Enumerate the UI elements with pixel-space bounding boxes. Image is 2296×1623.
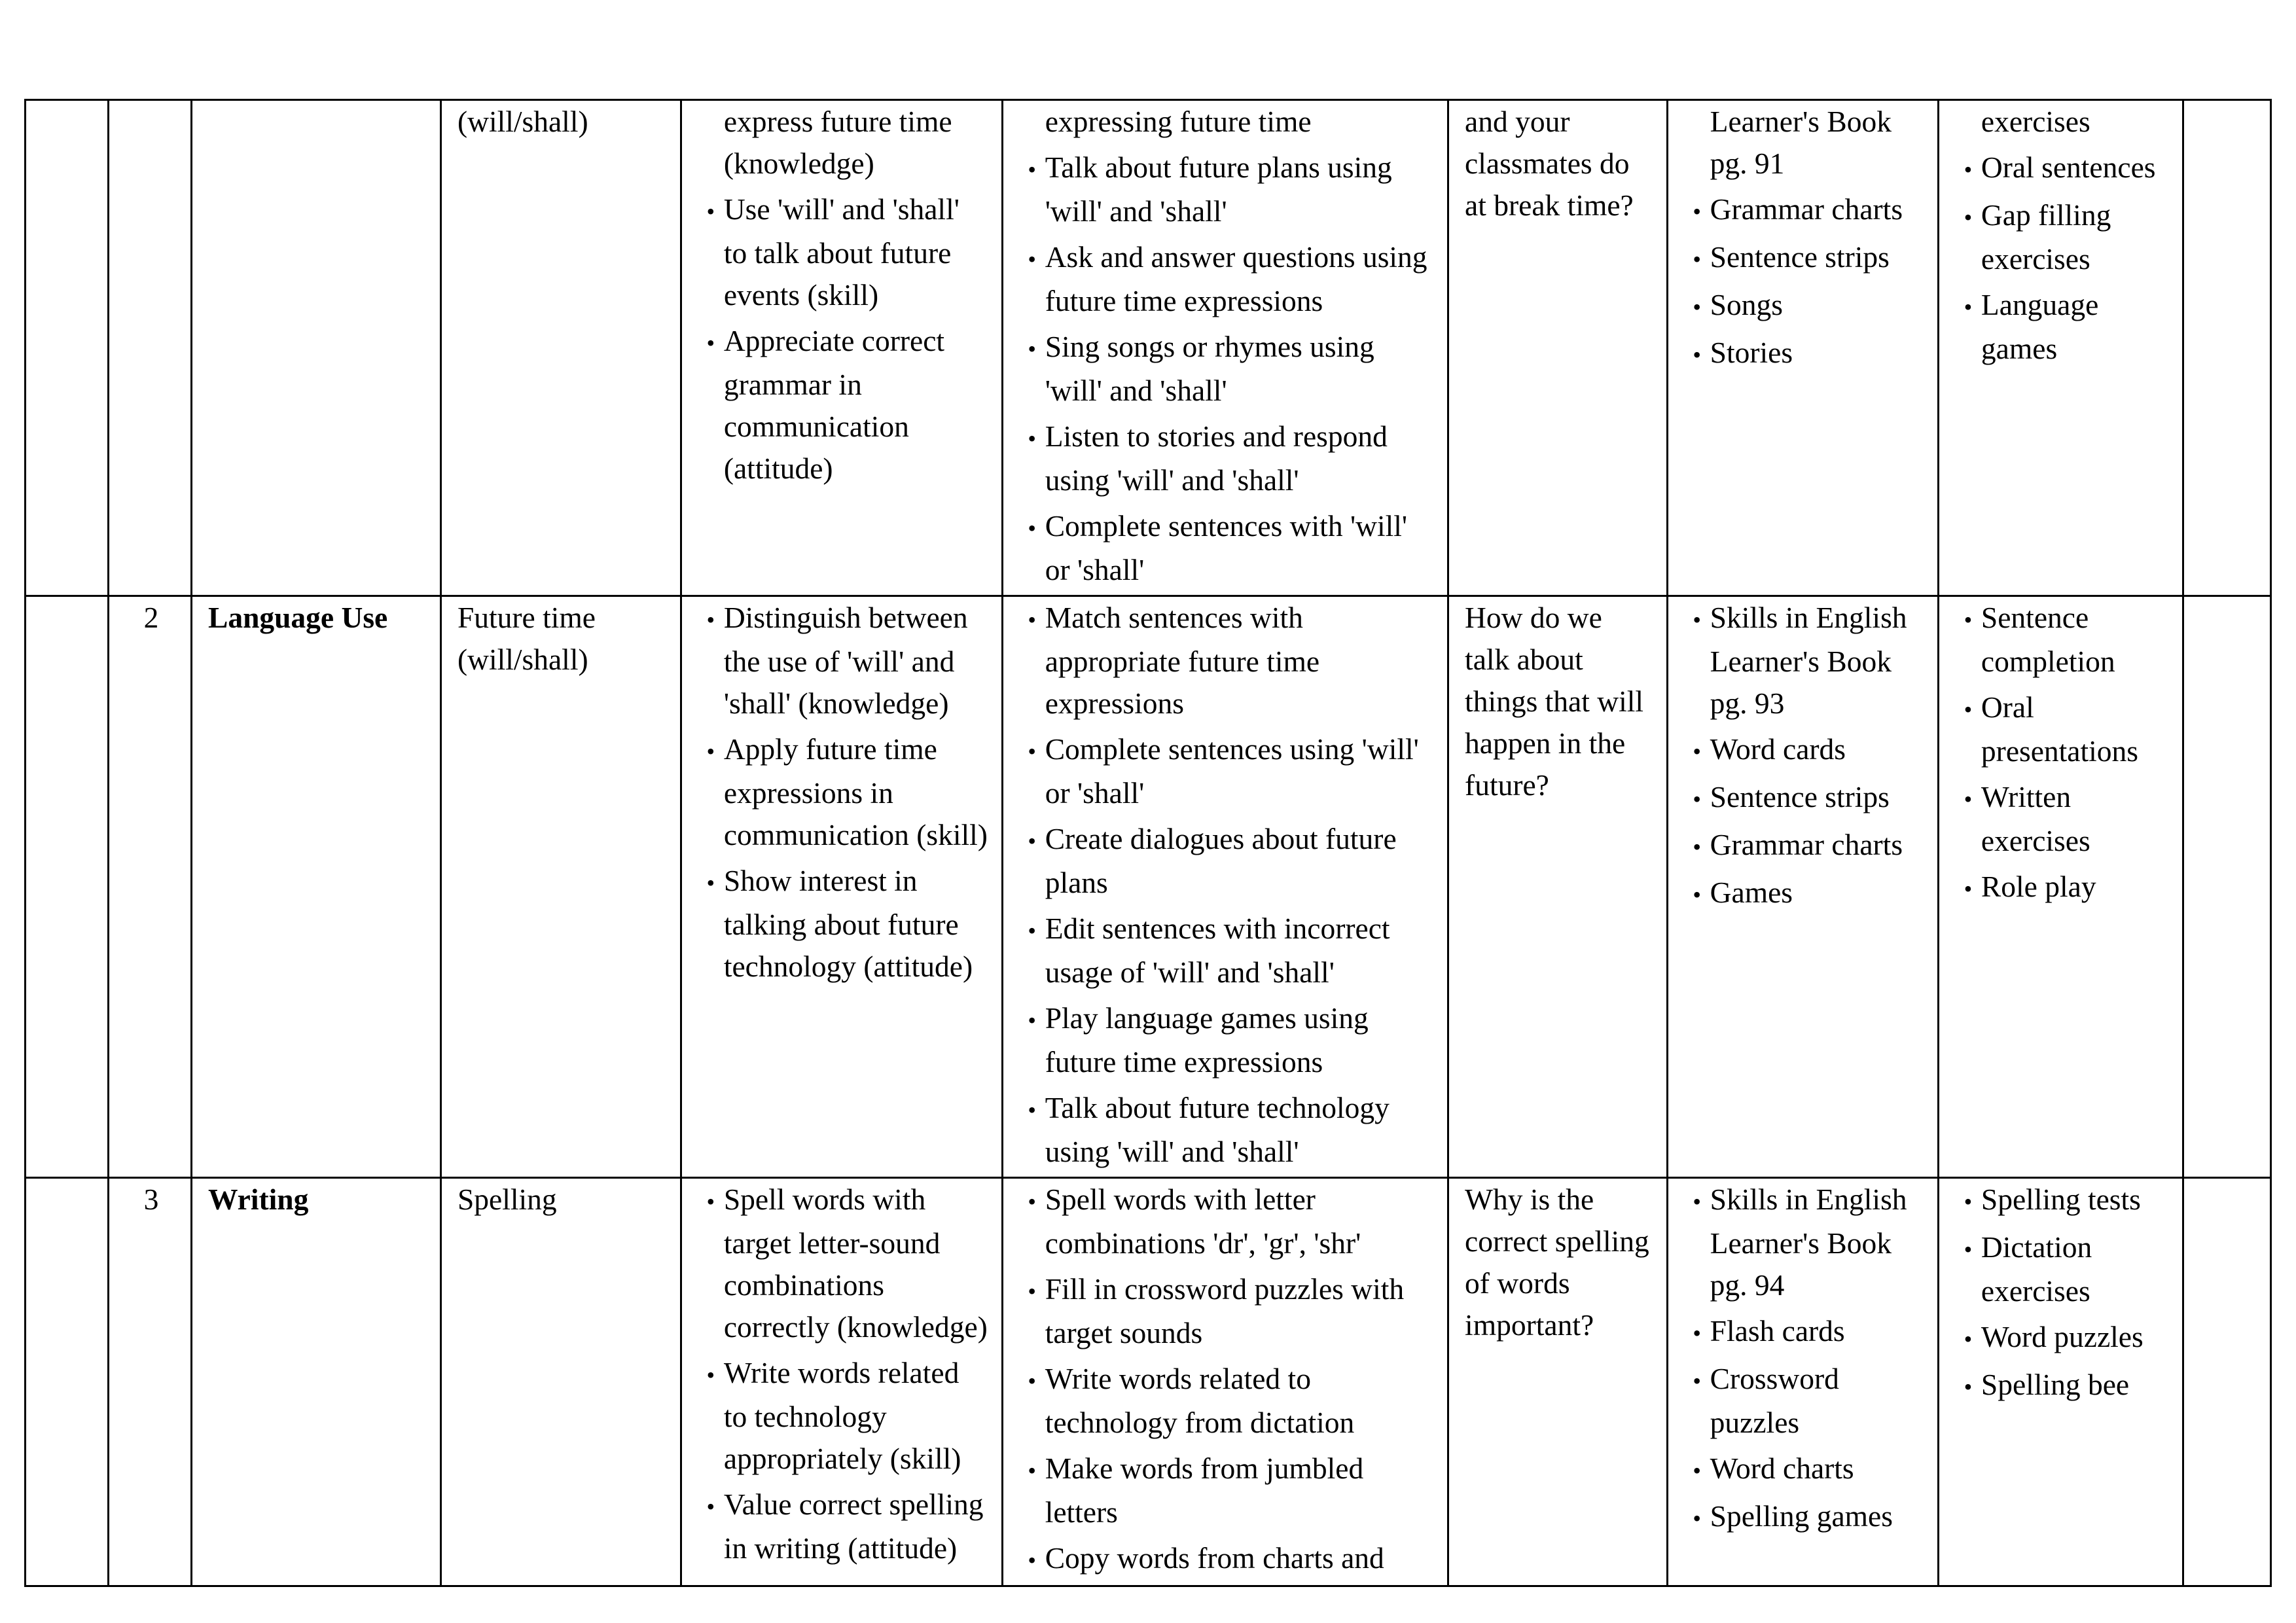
assessment-cell [1938,100,2183,596]
list-item: • Complete sentences with 'will' or 'shall' [1019,505,1434,591]
list-item: • Oral presentations [1955,687,2169,772]
week-cell [26,1178,109,1586]
list-item: expressing future time [1045,105,1312,138]
list-item: • Grammar charts [1684,188,1924,232]
list-item: • Sentence completion [1955,597,2169,683]
list-item: • Write words related to technology from dictation [1019,1358,1434,1444]
list-item: • Appreciate correct grammar in communication (attitude) [698,320,988,490]
learning-experiences-cell [1002,1178,1448,1586]
list-item: • Match sentences with appropriate future time expressions [1019,597,1434,724]
list-item: • Spelling bee [1955,1364,2169,1408]
assessment-cell [1938,1178,2183,1586]
list-item: • Word cards [1684,728,1924,772]
inquiry-question-cell: How do we talk about things that will happen in the future? [1448,596,1668,1178]
list-item: • Grammar charts [1684,824,1924,868]
list-item: • Skills in English Learner's Book pg. 94 [1684,1179,1924,1306]
list-item: • Word puzzles [1955,1316,2169,1360]
list-item: • Talk about future plans using 'will' and 'shall' [1019,147,1434,232]
lesson-cell: 2 [108,596,191,1178]
list-item: • Role play [1955,866,2169,910]
list-item: • Complete sentences using 'will' or 'shall' [1019,728,1434,814]
list-item: • Write words related to technology appropriately (skill) [698,1352,988,1480]
assessment-cell [1938,596,2183,1178]
learning-outcomes-cell [681,100,1002,596]
list-item: • Crossword puzzles [1684,1358,1924,1444]
list-item: • Spelling tests [1955,1179,2169,1222]
resources-cell [1667,596,1938,1178]
list-item: • Use 'will' and 'shall' to talk about future events (skill) [698,188,988,316]
list-item: • Songs [1684,284,1924,328]
list-item: • Edit sentences with incorrect usage of 'will' and 'shall' [1019,908,1434,993]
list-item: • Written exercises [1955,776,2169,862]
sub-strand-cell: (will/shall) [440,100,681,596]
sub-strand-cell: Future time (will/shall) [440,596,681,1178]
list-item: • Talk about future technology using 'will' and 'shall' [1019,1087,1434,1173]
table-row [26,1178,2271,1586]
strand-cell: Language Use [191,596,440,1178]
lesson-cell: 3 [108,1178,191,1586]
strand-cell [191,100,440,596]
resources-cell [1667,100,1938,596]
list-item: • Ask and answer questions using future time expressions [1019,236,1434,322]
remarks-cell [2183,100,2270,596]
list-item: • Spelling games [1684,1495,1924,1539]
list-item: • Copy words from charts and [1019,1537,1434,1581]
list-item: • Oral sentences [1955,147,2169,190]
list-item: • Sentence strips [1684,776,1924,820]
list-item: • Games [1684,872,1924,916]
learning-experiences-cell [1002,596,1448,1178]
list-item: • Fill in crossword puzzles with target sounds [1019,1268,1434,1354]
list-item: • Word charts [1684,1448,1924,1491]
table-body [26,100,2271,1586]
list-item: • Create dialogues about future plans [1019,818,1434,904]
list-item: exercises [1981,105,2090,138]
remarks-cell [2183,1178,2270,1586]
week-cell [26,100,109,596]
list-item: • Skills in English Learner's Book pg. 93 [1684,597,1924,724]
learning-outcomes-cell [681,1178,1002,1586]
list-item: • Dictation exercises [1955,1226,2169,1312]
scheme-of-work-table [24,99,2272,1587]
list-item: • Spell words with letter combinations 'dr', 'gr', 'shr' [1019,1179,1434,1264]
list-item: • Stories [1684,332,1924,376]
list-item: • Spell words with target letter-sound combinations correctly (knowledge) [698,1179,988,1348]
list-item: • Show interest in talking about future technology (attitude) [698,860,988,988]
inquiry-question-cell: and your classmates do at break time? [1448,100,1668,596]
list-item: • Distinguish between the use of 'will' and 'shall' (knowledge) [698,597,988,724]
week-cell [26,596,109,1178]
list-item: • Sentence strips [1684,236,1924,280]
list-item: • Flash cards [1684,1310,1924,1354]
sub-strand-cell: Spelling [440,1178,681,1586]
list-item: • Listen to stories and respond using 'will' and 'shall' [1019,416,1434,501]
strand-cell: Writing [191,1178,440,1586]
resources-cell [1667,1178,1938,1586]
learning-outcomes-cell [681,596,1002,1178]
list-item: • Sing songs or rhymes using 'will' and 'shall' [1019,326,1434,412]
table-row [26,100,2271,596]
lesson-cell [108,100,191,596]
list-item: • Apply future time expressions in communication (skill) [698,728,988,856]
list-item: • Gap filling exercises [1955,194,2169,280]
list-item: • Play language games using future time expressions [1019,997,1434,1083]
list-item: express future time (knowledge) [723,105,952,180]
inquiry-question-cell: Why is the correct spelling of words important? [1448,1178,1668,1586]
learning-experiences-cell [1002,100,1448,596]
remarks-cell [2183,596,2270,1178]
list-item: • Make words from jumbled letters [1019,1448,1434,1533]
list-item: Learner's Book pg. 91 [1710,105,1892,180]
table-row [26,596,2271,1178]
list-item: • Language games [1955,284,2169,370]
list-item: • Value correct spelling in writing (attitude) [698,1484,988,1569]
